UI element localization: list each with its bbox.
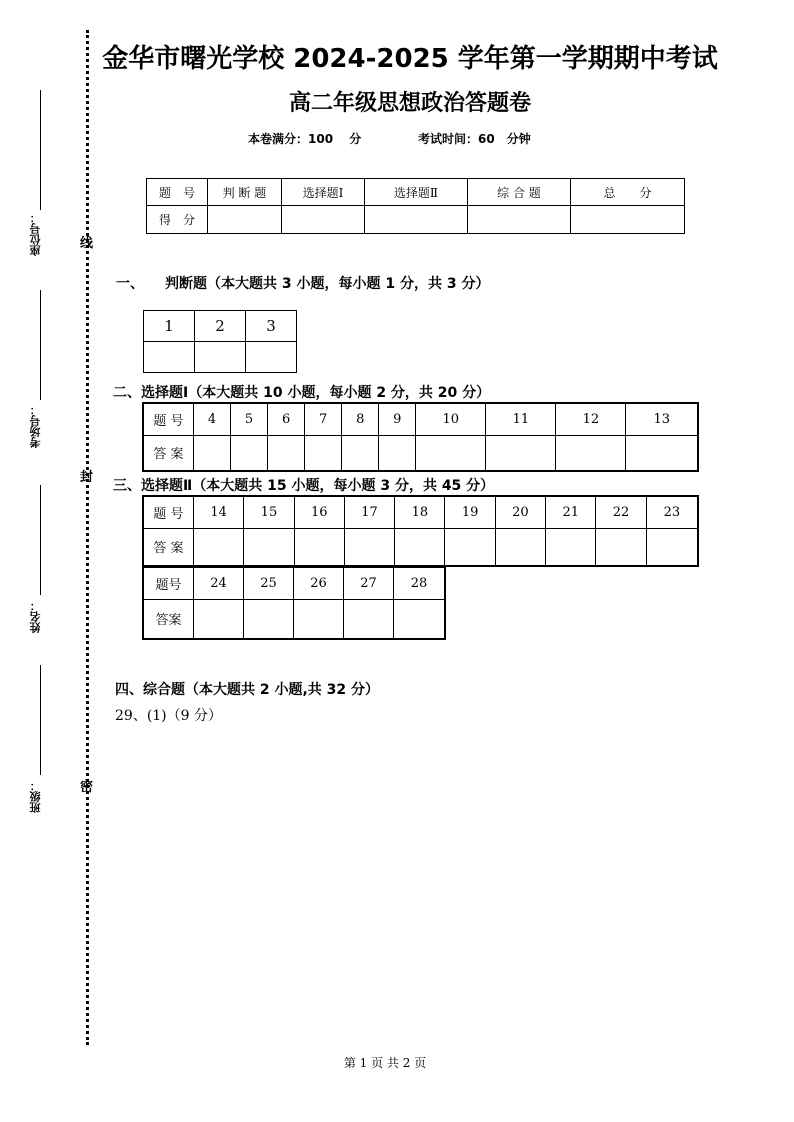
- section2-answer-table: [142, 402, 699, 472]
- answer-cell[interactable]: [195, 342, 246, 373]
- seal-dotted-line: [86, 30, 89, 1045]
- question-number: 15: [244, 496, 294, 528]
- question-number: 23: [646, 496, 698, 528]
- question-number: 10: [416, 403, 486, 435]
- answer-cell[interactable]: [194, 599, 244, 639]
- exam-room-label: 考场号：: [29, 404, 42, 448]
- answer-cell[interactable]: [231, 435, 268, 471]
- answer-cell[interactable]: [144, 342, 195, 373]
- score-table: [146, 178, 685, 234]
- score-input-cell[interactable]: [282, 206, 365, 234]
- section3-answer-table-a: [142, 495, 699, 567]
- section2-heading: 二、选择题Ⅰ（本大题共 10 小题，每小题 2 分，共 20 分）: [113, 385, 491, 401]
- row-label-question: 题 号: [143, 403, 194, 435]
- name-label: 姓名：: [29, 600, 42, 633]
- section3-answer-table-b: [142, 566, 446, 640]
- page-footer: 第 1 页 共 2 页: [343, 1056, 427, 1070]
- row-label-answer: 答 案: [143, 528, 194, 566]
- question-number: 1: [144, 311, 195, 342]
- score-row-label: 得 分: [147, 206, 208, 234]
- answer-cell[interactable]: [486, 435, 556, 471]
- question-number: 6: [268, 403, 305, 435]
- answer-cell[interactable]: [394, 599, 446, 639]
- answer-cell[interactable]: [344, 528, 394, 566]
- answer-cell[interactable]: [294, 599, 344, 639]
- answer-cell[interactable]: [546, 528, 596, 566]
- answer-cell[interactable]: [294, 528, 344, 566]
- question-number: 28: [394, 567, 446, 599]
- exam-room-underline: [40, 290, 41, 400]
- seat-label: 座位号：: [29, 212, 42, 256]
- question-number: 24: [194, 567, 244, 599]
- score-input-cell[interactable]: [208, 206, 282, 234]
- question-number: 22: [596, 496, 646, 528]
- question-number: 21: [546, 496, 596, 528]
- answer-cell[interactable]: [495, 528, 545, 566]
- answer-cell[interactable]: [246, 342, 297, 373]
- page-title: 金华市曙光学校 2024-2025 学年第一学期期中考试: [102, 44, 718, 74]
- answer-cell[interactable]: [244, 599, 294, 639]
- section1-answer-table: [143, 310, 297, 373]
- score-header-cell: 选择题Ⅱ: [365, 179, 468, 206]
- score-input-cell[interactable]: [571, 206, 685, 234]
- answer-cell[interactable]: [395, 528, 445, 566]
- question-number: 12: [556, 403, 626, 435]
- answer-cell[interactable]: [194, 435, 231, 471]
- score-input-cell[interactable]: [468, 206, 571, 234]
- name-underline: [40, 485, 41, 595]
- answer-cell[interactable]: [344, 599, 394, 639]
- score-header-cell: 题 号: [147, 179, 208, 206]
- row-label-question: 题 号: [143, 496, 194, 528]
- seat-underline: [40, 90, 41, 210]
- question-number: 7: [305, 403, 342, 435]
- answer-cell[interactable]: [556, 435, 626, 471]
- section1-heading: 一、 判断题（本大题共 3 小题，每小题 1 分，共 3 分）: [116, 276, 490, 292]
- answer-cell[interactable]: [244, 528, 294, 566]
- answer-cell[interactable]: [445, 528, 495, 566]
- section3-heading: 三、选择题Ⅱ（本大题共 15 小题，每小题 3 分，共 45 分）: [113, 478, 495, 494]
- score-header-cell: 选择题Ⅰ: [282, 179, 365, 206]
- full-score: 本卷满分：100 分: [248, 132, 362, 146]
- answer-cell[interactable]: [305, 435, 342, 471]
- question-number: 25: [244, 567, 294, 599]
- seal-char-line: 线: [80, 236, 94, 251]
- question-number: 13: [626, 403, 698, 435]
- answer-cell[interactable]: [416, 435, 486, 471]
- question-number: 11: [486, 403, 556, 435]
- answer-cell[interactable]: [194, 528, 244, 566]
- question-number: 26: [294, 567, 344, 599]
- answer-cell[interactable]: [596, 528, 646, 566]
- class-underline: [40, 665, 41, 775]
- question-number: 19: [445, 496, 495, 528]
- question-number: 14: [194, 496, 244, 528]
- question-number: 9: [379, 403, 416, 435]
- question-number: 20: [495, 496, 545, 528]
- class-label: 班级：: [29, 780, 42, 813]
- answer-cell[interactable]: [379, 435, 416, 471]
- row-label-answer: 答 案: [143, 435, 194, 471]
- score-header-cell: 判 断 题: [208, 179, 282, 206]
- section4-heading: 四、综合题（本大题共 2 小题,共 32 分）: [115, 682, 380, 698]
- question-number: 16: [294, 496, 344, 528]
- seal-char-close: 密: [80, 780, 94, 795]
- question-number: 5: [231, 403, 268, 435]
- row-label-question: 题号: [143, 567, 194, 599]
- question-number: 17: [344, 496, 394, 528]
- answer-cell[interactable]: [268, 435, 305, 471]
- question-number: 2: [195, 311, 246, 342]
- question-number: 4: [194, 403, 231, 435]
- score-input-cell[interactable]: [365, 206, 468, 234]
- score-header-cell: 总 分: [571, 179, 685, 206]
- question-29-label: 29、(1)（9 分）: [115, 708, 223, 724]
- question-number: 3: [246, 311, 297, 342]
- seal-char-seal: 封: [80, 470, 94, 485]
- page-subtitle: 高二年级思想政治答题卷: [288, 91, 531, 116]
- answer-cell[interactable]: [646, 528, 698, 566]
- question-number: 18: [395, 496, 445, 528]
- question-number: 8: [342, 403, 379, 435]
- exam-time: 考试时间：60 分钟: [418, 132, 531, 146]
- row-label-answer: 答案: [143, 599, 194, 639]
- question-29-answer-area[interactable]: [115, 728, 695, 1028]
- answer-cell[interactable]: [342, 435, 379, 471]
- question-number: 27: [344, 567, 394, 599]
- answer-cell[interactable]: [626, 435, 698, 471]
- score-header-cell: 综 合 题: [468, 179, 571, 206]
